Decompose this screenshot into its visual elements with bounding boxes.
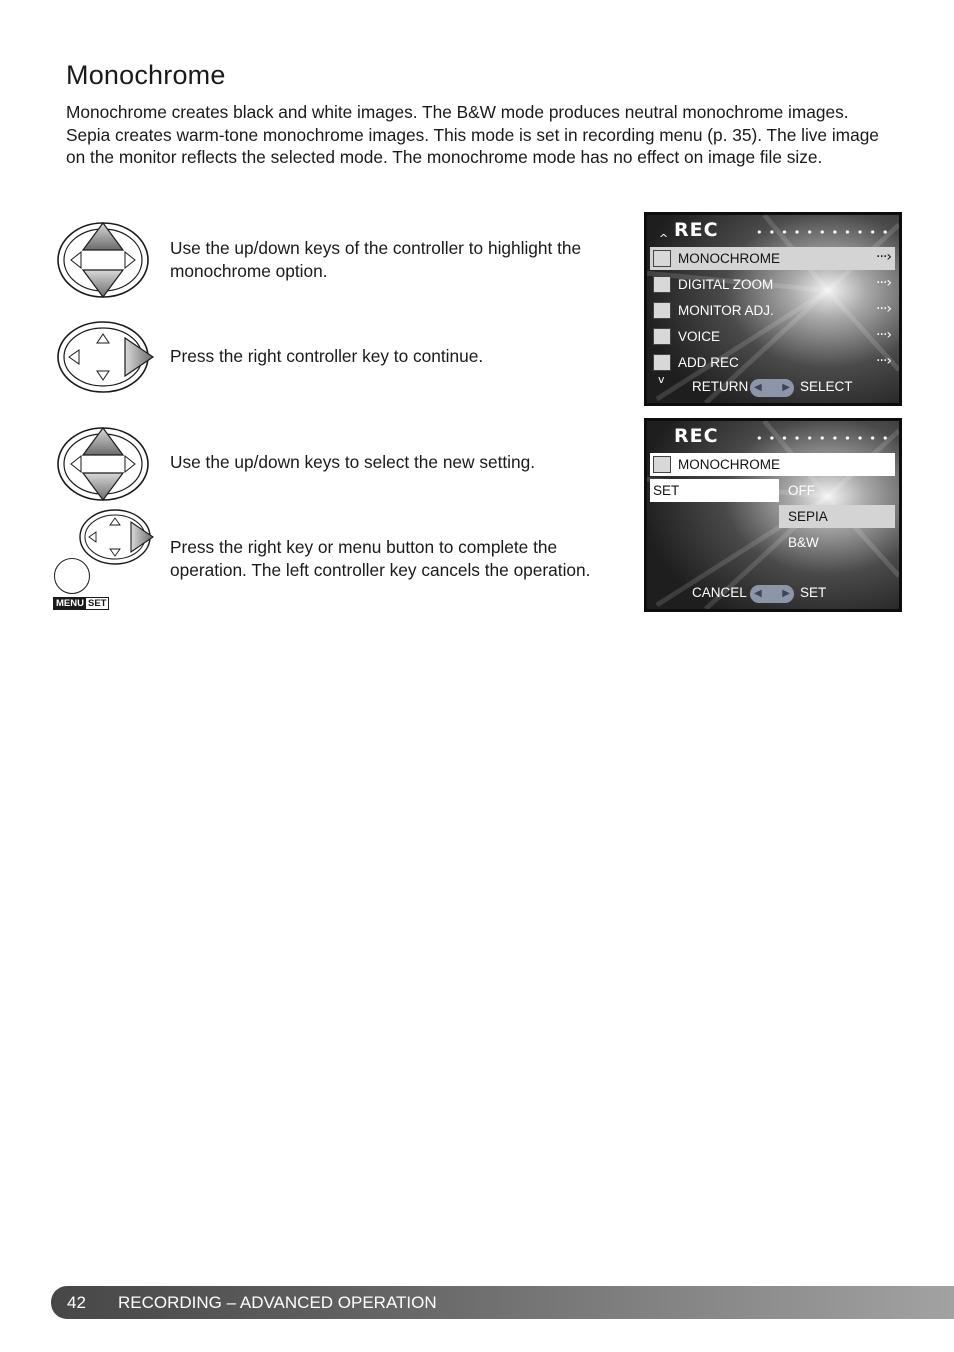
option-sepia[interactable] (779, 505, 895, 528)
tab-dots (753, 230, 893, 234)
controller-right-icon (79, 508, 155, 571)
set-field (650, 479, 779, 502)
step-4-text: Press the right key or menu button to complete the operation. The left controller key cancels the operation. (170, 537, 591, 580)
menu-set-label (53, 597, 109, 610)
chevron-right-icon: ···› (876, 353, 891, 369)
voice-icon (653, 328, 671, 345)
step-2-text: Press the right controller key to continue. (170, 346, 484, 366)
return-hint: RETURN (692, 379, 749, 394)
chevron-right-icon: ···› (876, 275, 891, 291)
menu-item-digital-zoom[interactable] (650, 273, 895, 296)
menu-item-label: DIGITAL ZOOM (678, 277, 774, 292)
selected-menu-header (650, 453, 895, 476)
option-off[interactable] (779, 479, 895, 502)
controller-up-down-icon (57, 220, 149, 305)
lcd-screen-monochrome-setting (644, 418, 902, 612)
menu-item-label: MONITOR ADJ. (678, 303, 774, 318)
left-right-key-icon: ◀ ▶ (750, 379, 794, 397)
section-title: RECORDING – ADVANCED OPERATION (118, 1293, 437, 1312)
cancel-hint: CANCEL (692, 585, 747, 600)
menu-item-monitor-adj[interactable] (650, 299, 895, 322)
set-field-label: SET (653, 483, 680, 498)
monochrome-icon (653, 250, 671, 267)
header-label: MONOCHROME (678, 457, 780, 472)
menu-button-icon (54, 558, 90, 594)
lcd-screen-rec-menu (644, 212, 902, 406)
menu-item-add-rec[interactable] (650, 351, 895, 374)
step-3-text: Use the up/down keys to select the new setting. (170, 452, 536, 472)
tab-dots (753, 436, 893, 440)
set-label: SET (87, 598, 107, 609)
option-label: B&W (788, 535, 819, 550)
menu-item-label: MONOCHROME (678, 251, 780, 266)
select-hint: SELECT (800, 379, 853, 394)
page-title: Monochrome (66, 60, 226, 90)
intro-paragraph: Monochrome creates black and white images. The B&W mode produces neutral monochrome images. Sepia creates warm-tone monochrome images. This mode is set in recording menu (p. 35). The live image on the monitor reflects the selected mode. The monochrome mode has no effect on image file size. (66, 102, 879, 168)
set-hint: SET (800, 585, 827, 600)
option-label: SEPIA (788, 509, 828, 524)
step-1-text: Use the up/down keys of the controller to highlight the monochrome option. (170, 238, 582, 281)
menu-label: MENU (56, 598, 84, 609)
lcd-title: REC (674, 425, 719, 447)
chevron-right-icon: ···› (876, 327, 891, 343)
left-right-key-icon: ◀ ▶ (750, 585, 794, 603)
menu-item-monochrome[interactable] (650, 247, 895, 270)
controller-up-down-icon (57, 425, 149, 508)
menu-item-voice[interactable] (650, 325, 895, 348)
scroll-up-icon: ^ (659, 232, 669, 245)
controller-right-icon (57, 320, 155, 399)
monochrome-icon (653, 456, 671, 473)
monitor-adj-icon (653, 302, 671, 319)
page-footer (51, 1286, 954, 1319)
chevron-right-icon: ···› (876, 249, 891, 265)
digital-zoom-icon (653, 276, 671, 293)
add-rec-icon (653, 354, 671, 371)
menu-item-label: VOICE (678, 329, 721, 344)
page-number: 42 (67, 1293, 86, 1312)
scroll-down-icon: v (658, 373, 665, 386)
option-bw[interactable] (779, 531, 895, 554)
menu-item-label: ADD REC (678, 355, 739, 370)
chevron-right-icon: ···› (876, 301, 891, 317)
lcd-title: REC (674, 219, 719, 241)
option-label: OFF (788, 483, 815, 498)
